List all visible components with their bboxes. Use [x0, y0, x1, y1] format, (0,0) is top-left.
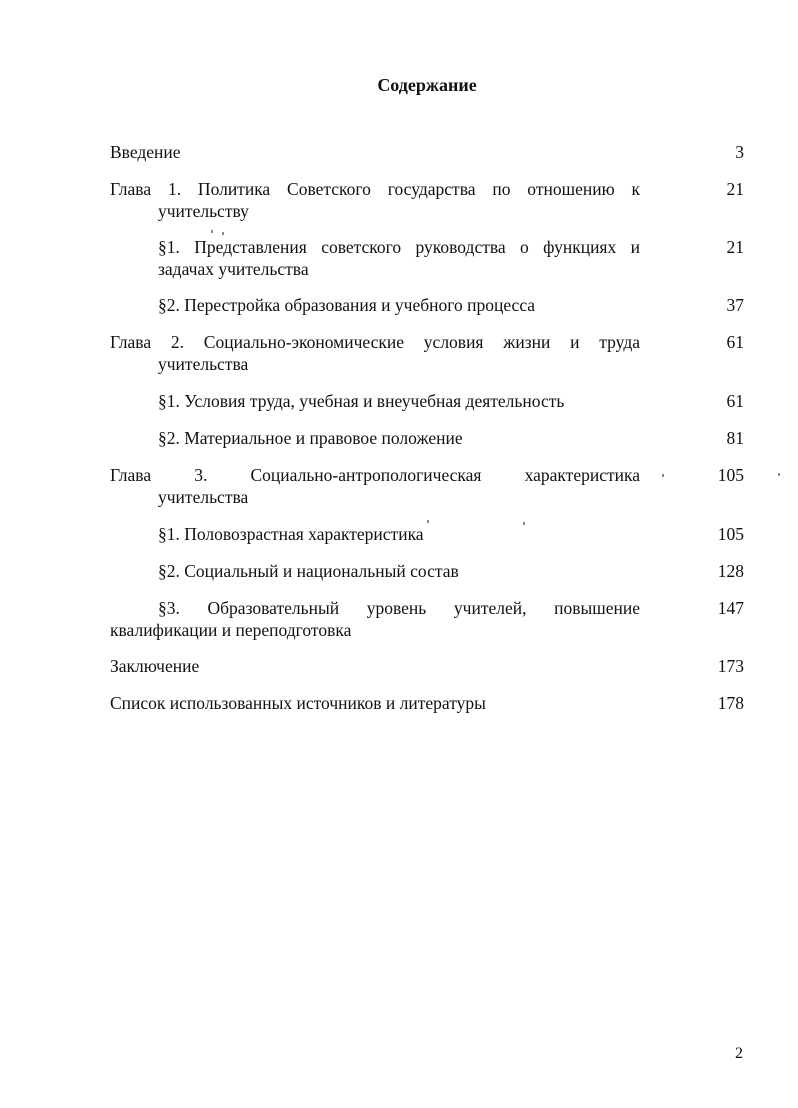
toc-entry-title: Введение — [110, 142, 181, 162]
toc-entry-title: Заключение — [110, 656, 200, 676]
toc-entry-page: 3 — [735, 142, 744, 162]
toc-entry-title: §1. Половозрастная характеристика — [158, 524, 424, 544]
scan-speck — [222, 232, 224, 235]
toc-entry-page: 105 — [717, 465, 744, 485]
toc-entry-sources — [110, 692, 750, 714]
toc-entry-page: 61 — [726, 391, 744, 411]
toc-entry-page: 105 — [717, 524, 744, 544]
toc-entry-title: Список использованных источников и литературы — [110, 693, 486, 713]
toc-entry-title: §1. Представления советского руководства о функциях и — [158, 237, 640, 257]
toc-entry-conclusion — [110, 655, 750, 677]
toc-entry-title: §1. Условия труда, учебная и внеучебная деятельность — [158, 391, 565, 411]
scan-speck — [778, 473, 780, 476]
toc-entry-title-continued: учительству — [158, 201, 249, 221]
scan-speck — [662, 474, 664, 477]
toc-entry-chapter-1 — [110, 178, 750, 222]
toc-entry-intro — [110, 141, 750, 163]
toc-entry-ch3-section-1 — [110, 523, 750, 545]
toc-entry-ch1-section-2 — [110, 294, 750, 316]
toc-entry-ch1-section-1 — [110, 236, 750, 280]
toc-entry-page: 178 — [717, 693, 744, 713]
toc-entry-ch3-section-2 — [110, 560, 750, 582]
toc-entry-title: Глава 2. Социально-экономические условия жизни и труда — [110, 332, 640, 352]
toc-entry-page: 147 — [717, 598, 744, 618]
toc-entry-title: §2. Социальный и национальный состав — [158, 561, 459, 581]
toc-entry-title: §2. Материальное и правовое положение — [158, 428, 463, 448]
toc-entry-ch2-section-2 — [110, 427, 750, 449]
toc-entry-title-continued: учительства — [158, 487, 249, 507]
toc-entry-page: 81 — [726, 428, 744, 448]
scan-speck — [427, 520, 429, 523]
toc-entry-page: 21 — [726, 179, 744, 199]
toc-entry-page: 128 — [717, 561, 744, 581]
page-title: Содержание — [377, 75, 477, 95]
page-number: 2 — [735, 1045, 743, 1062]
toc-entry-title-continued: задачах учительства — [158, 259, 309, 279]
toc-entry-title-continued: учительства — [158, 354, 249, 374]
toc-entry-page: 173 — [717, 656, 744, 676]
toc-entry-title: §3. Образовательный уровень учителей, повышение — [158, 598, 640, 618]
toc-entry-page: 21 — [726, 237, 744, 257]
toc-entry-ch2-section-1 — [110, 390, 750, 412]
toc-entry-page: 37 — [726, 295, 744, 315]
toc-entry-chapter-2 — [110, 331, 750, 375]
toc-entry-title: §2. Перестройка образования и учебного процесса — [158, 295, 536, 315]
toc-entry-title: Глава 3. Социально-антропологическая характеристика — [110, 465, 640, 485]
toc-entry-chapter-3 — [110, 464, 750, 508]
toc-entry-title: Глава 1. Политика Советского государства по отношению к — [110, 179, 640, 199]
scan-speck — [211, 230, 213, 233]
scan-speck — [523, 522, 525, 525]
toc-entry-ch3-section-3 — [110, 597, 750, 641]
toc-entry-title-continued: квалификации и переподготовка — [110, 620, 352, 640]
toc-entry-page: 61 — [726, 332, 744, 352]
